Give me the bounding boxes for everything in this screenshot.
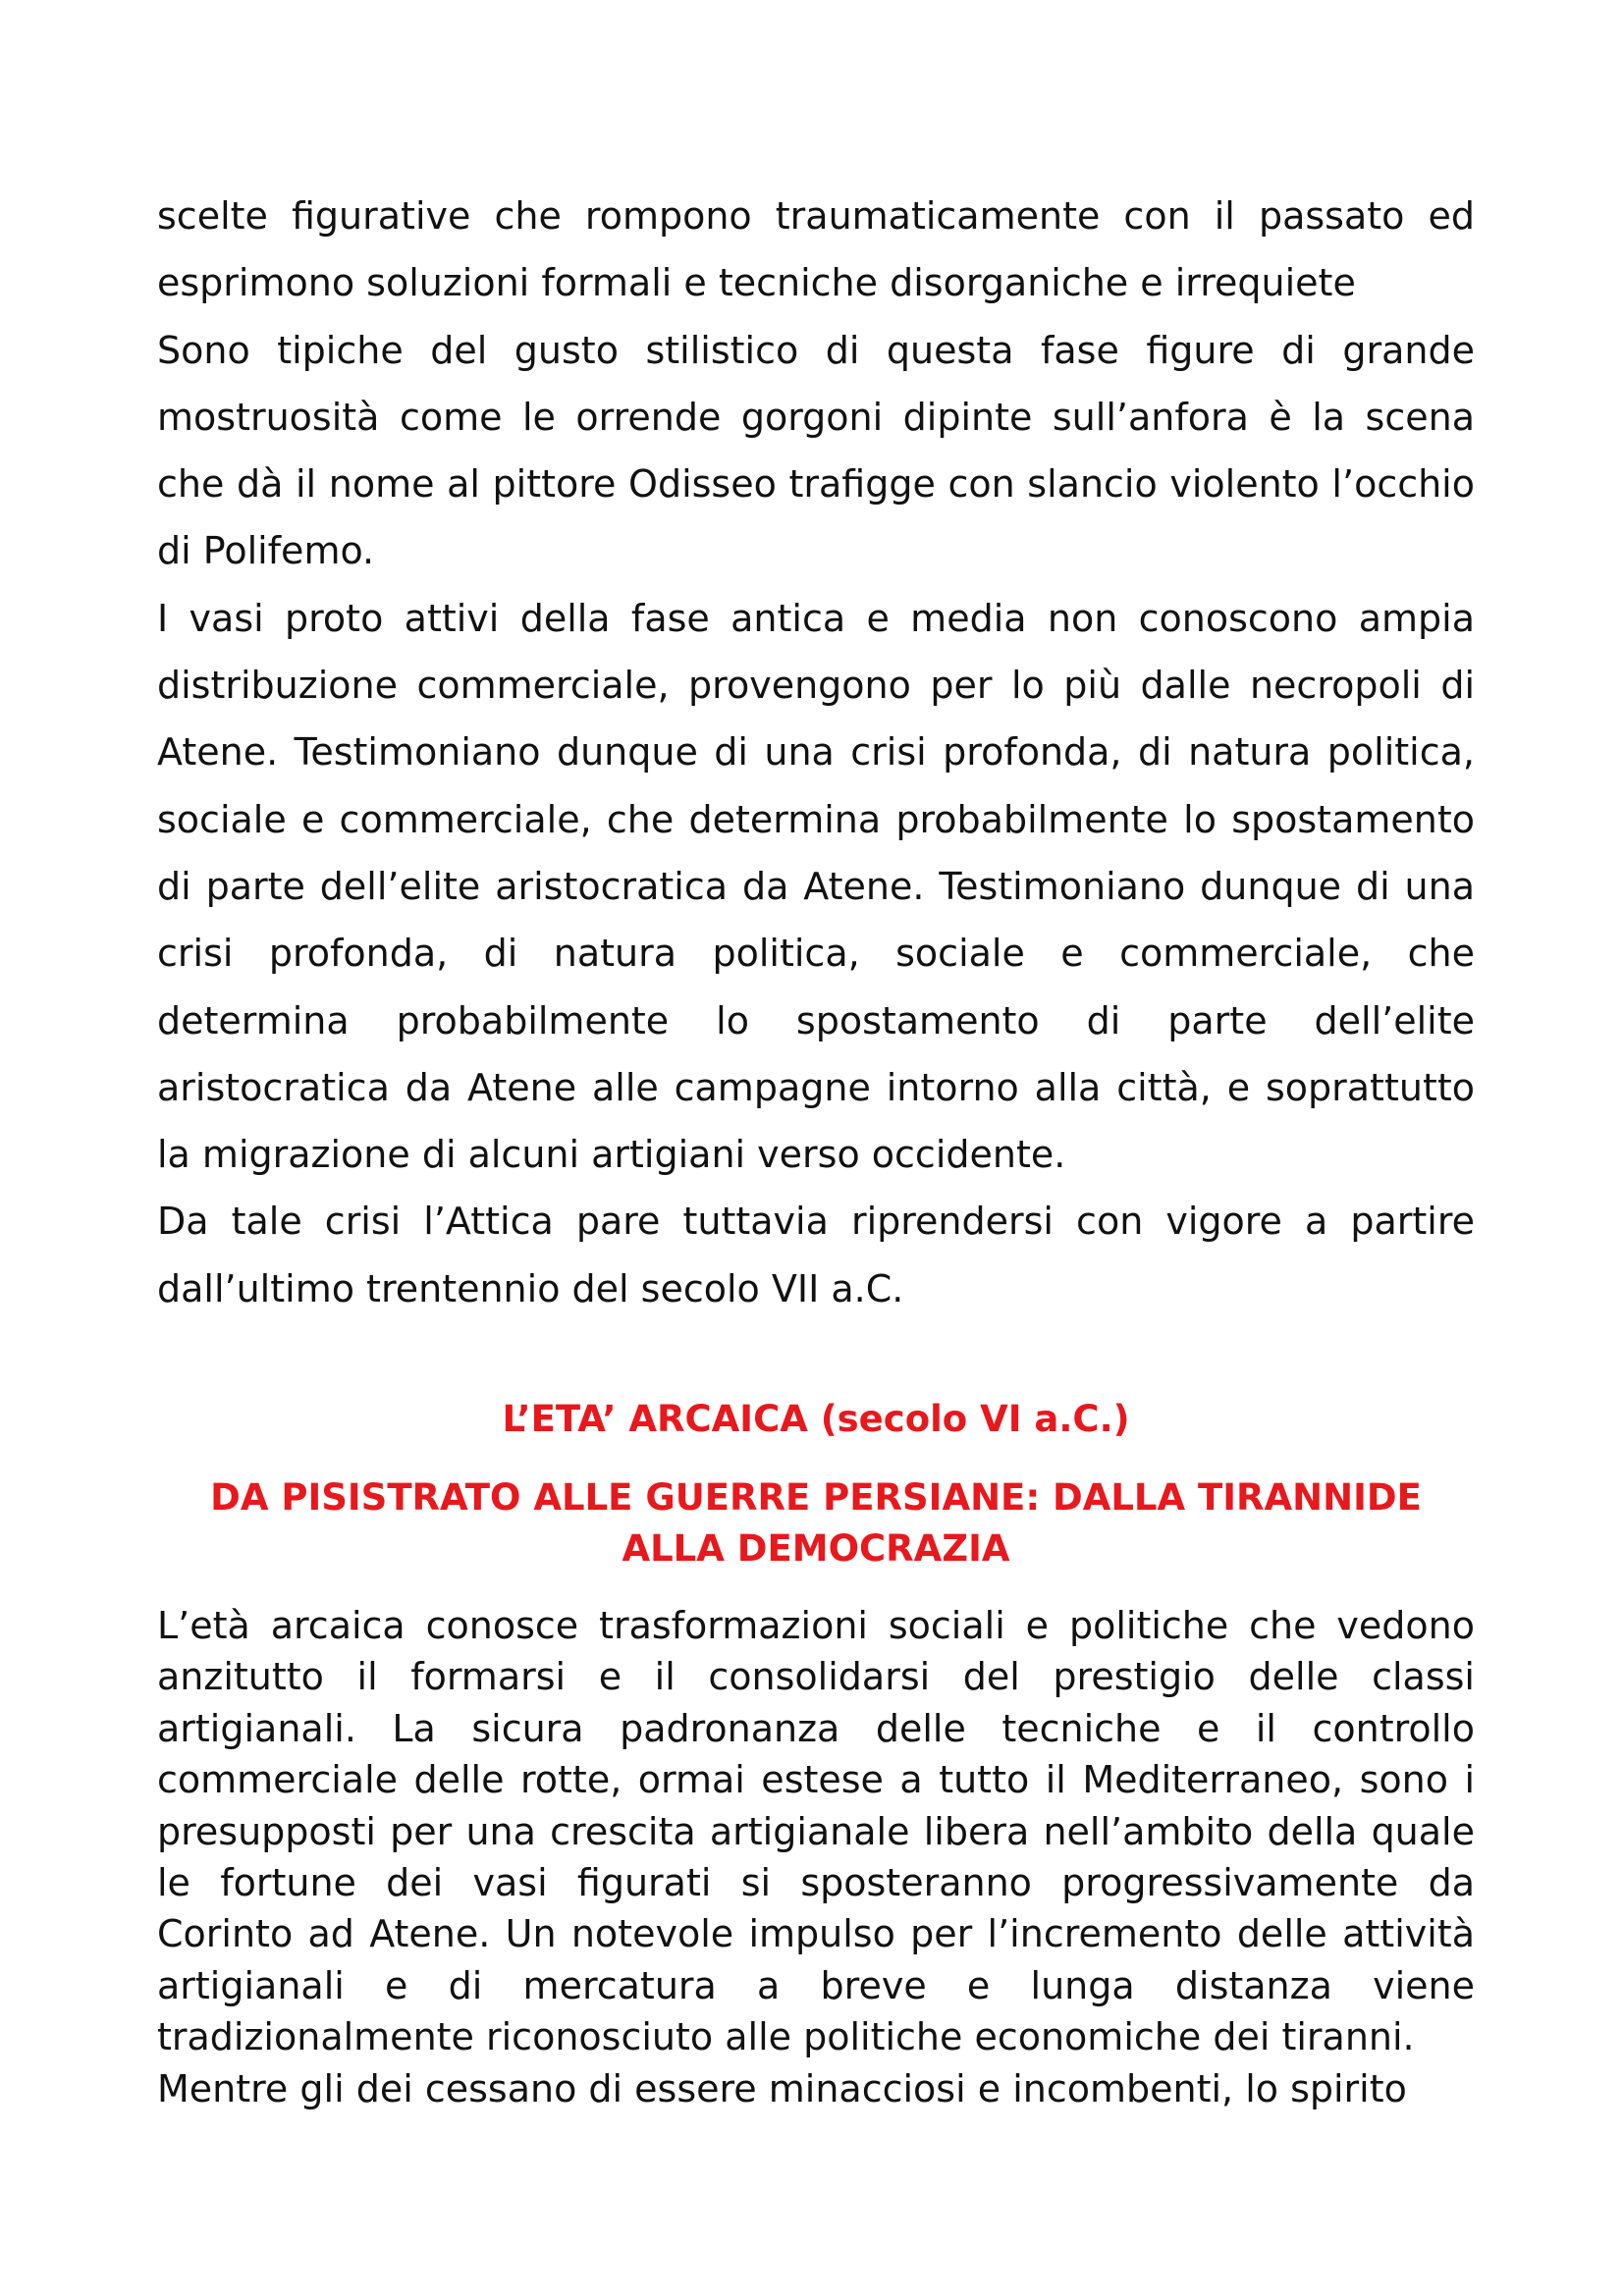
paragraph: Mentre gli dei cessano di essere minacciosi e incombenti, lo spirito [157, 2066, 1407, 2110]
paragraph: L’età arcaica conosce trasformazioni sociali e politiche che vedono anzitutto il formarsi e il consolidarsi del prestigio delle classi artigianali. La sicura padronanza delle tecniche e il controllo commerciale delle rotte, ormai estese a tutto il Mediterraneo, sono i presupposti per una crescita artigianale libera nell’ambito della quale le fortune dei vasi figurati si sposteranno progressivamente da Corinto ad Atene. Un notevole impulso per l’incremento delle attività artigianali e di mercatura a breve e lunga distanza viene tradizionalmente riconosciuto alle politiche economiche dei tiranni. [157, 1604, 1475, 2059]
body-text-section-1 [157, 183, 1475, 1322]
section-heading-archaic-age: L’ETA’ ARCAICA (secolo VI a.C.) [502, 1398, 1130, 1440]
paragraph: Da tale crisi l’Attica pare tuttavia riprendersi con vigore a partire dall’ultimo trentennio del secolo VII a.C. [157, 1200, 1475, 1310]
paragraph: Sono tipiche del gusto stilistico di questa fase figure di grande mostruosità come le orrende gorgoni dipinte sull’anfora è la scena che dà il nome al pittore Odisseo trafigge con slancio violento l’occhio di Polifemo. [157, 328, 1475, 573]
paragraph: scelte figurative che rompono traumaticamente con il passato ed esprimono soluzioni formali e tecniche disorganiche e irrequiete [157, 194, 1475, 305]
body-text-section-2 [157, 1600, 1475, 2114]
section-subheading: DA PISISTRATO ALLE GUERRE PERSIANE: DALLA TIRANNIDE ALLA DEMOCRAZIA [210, 1476, 1422, 1570]
paragraph: I vasi proto attivi della fase antica e media non conoscono ampia distribuzione commerciale, provengono per lo più dalle necropoli di Atene. Testimoniano dunque di una crisi profonda, di natura politica, sociale e commerciale, che determina probabilmente lo spostamento di parte dell’elite aristocratica da Atene. Testimoniano dunque di una crisi profonda, di natura politica, sociale e commerciale, che determina probabilmente lo spostamento di parte dell’elite aristocratica da Atene alle campagne intorno alla città, e soprattutto la migrazione di alcuni artigiani verso occidente. [157, 596, 1475, 1177]
